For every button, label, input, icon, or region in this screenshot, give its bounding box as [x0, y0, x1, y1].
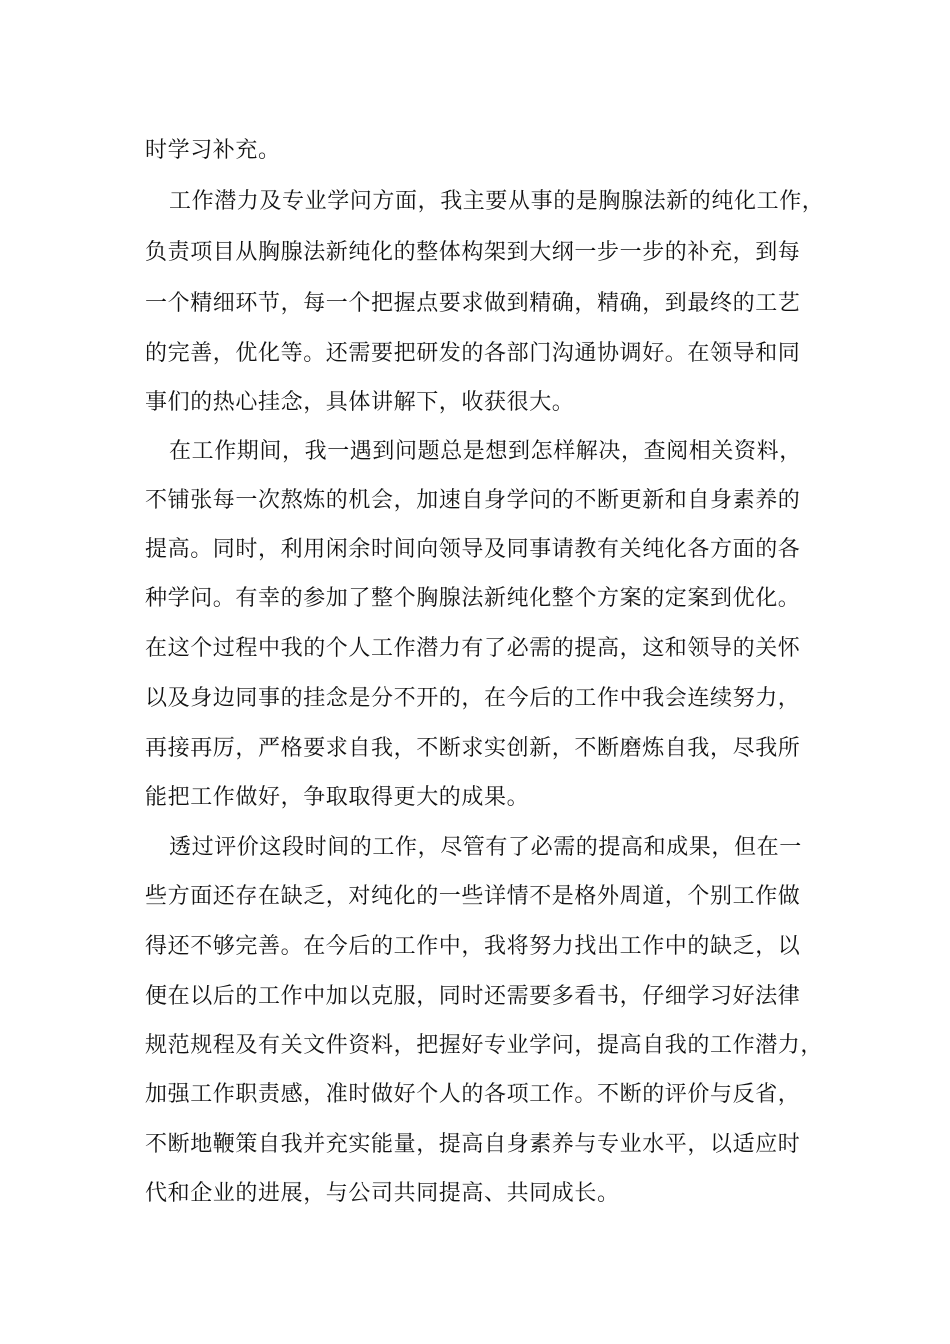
paragraph-line: 规范规程及有关文件资料，把握好专业学问，提高自我的工作潜力，: [145, 1033, 824, 1058]
paragraph-line: 透过评价这段时间的工作，尽管有了必需的提高和成果，但在一: [169, 835, 802, 860]
paragraph-line: 在这个过程中我的个人工作潜力有了必需的提高，这和领导的关怀: [145, 636, 801, 661]
paragraph-line: 工作潜力及专业学问方面，我主要从事的是胸腺法新的纯化工作，: [169, 189, 825, 214]
paragraph-line: 以及身边同事的挂念是分不开的，在今后的工作中我会连续努力，: [145, 686, 801, 711]
paragraph-line: 便在以后的工作中加以克服，同时还需要多看书，仔细学习好法律: [145, 984, 801, 1009]
paragraph-line: 一个精细环节，每一个把握点要求做到精确，精确，到最终的工艺: [145, 291, 801, 316]
paragraph-line: 不断地鞭策自我并充实能量，提高自身素养与专业水平，以适应时: [145, 1132, 801, 1157]
paragraph-line: 再接再厉，严格要求自我，不断求实创新，不断磨炼自我，尽我所: [145, 736, 801, 761]
paragraph-line: 事们的热心挂念，具体讲解下，收获很大。: [145, 390, 575, 415]
paragraph-line: 种学问。有幸的参加了整个胸腺法新纯化整个方案的定案到优化。: [145, 586, 801, 611]
paragraph-line: 不铺张每一次熬炼的机会，加速自身学问的不断更新和自身素养的: [145, 488, 801, 513]
paragraph-line: 提高。同时，利用闲余时间向领导及同事请教有关纯化各方面的各: [145, 537, 801, 562]
paragraph-line: 代和企业的进展，与公司共同提高、共同成长。: [145, 1181, 620, 1206]
paragraph-line: 加强工作职责感，准时做好个人的各项工作。不断的评价与反省，: [145, 1082, 801, 1107]
paragraph-line: 些方面还存在缺乏，对纯化的一些详情不是格外周道，个别工作做: [145, 884, 801, 909]
paragraph-line: 负责项目从胸腺法新纯化的整体构架到大纲一步一步的补充，到每: [145, 240, 801, 265]
paragraph-line: 的完善，优化等。还需要把研发的各部门沟通协调好。在领导和同: [145, 341, 801, 366]
paragraph-line: 能把工作做好，争取取得更大的成果。: [145, 785, 530, 810]
paragraph-line: 得还不够完善。在今后的工作中，我将努力找出工作中的缺乏，以: [145, 934, 801, 959]
paragraph-line: 在工作期间，我一遇到问题总是想到怎样解决，查阅相关资料，: [169, 439, 802, 464]
paragraph-line: 时学习补充。: [145, 138, 281, 163]
